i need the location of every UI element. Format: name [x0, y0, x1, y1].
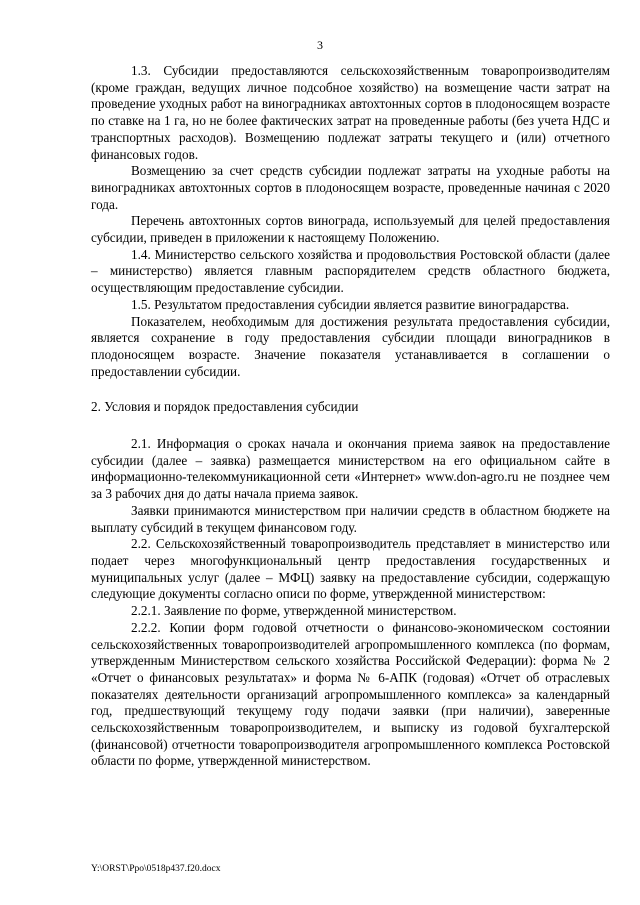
paragraph-2-1: 2.1. Информация о сроках начала и окончания приема заявок на предоставление субсидии (далее – заявка) размещается министерством на его официальном сайте в информационно-телекоммуникационной сети «Интернет» www.don-agro.ru не позднее чем за 3 рабочих дня до даты начала приема заявок.	[91, 436, 610, 502]
footer-file-path: Y:\ORST\Ppo\0518p437.f20.docx	[91, 864, 221, 874]
paragraph-1-3: 1.3. Субсидии предоставляются сельскохозяйственным товаропроизводителям (кроме граждан, ведущих личное подсобное хозяйство) на возмещение части затрат на проведение уходных работ на виноградниках автохтонных сортов в плодоносящем возрасте по ставке на 1 га, но не более фактических затрат на проведенные работы (без учета НДС и транспортных расходов). Возмещению подлежат затраты текущего и (или) отчетного финансовых годов.	[91, 63, 610, 162]
section-2-heading: 2. Условия и порядок предоставления субсидии	[91, 399, 359, 415]
page-number: 3	[317, 38, 323, 52]
paragraph-1-5: 1.5. Результатом предоставления субсидии является развитие виноградарства.	[131, 296, 570, 312]
paragraph-reimbursement: Возмещению за счет средств субсидии подлежат затраты на уходные работы на виноградниках автохтонных сортов в плодоносящем возрасте, проведенные начиная с 2020 года.	[91, 163, 610, 212]
paragraph-2-2-2: 2.2.2. Копии форм годовой отчетности о финансово-экономическом состоянии сельскохозяйственных товаропроизводителей агропромышленного комплекса (по формам, утвержденным Министерством сельского хозяйства Российской Федерации): форма № 2 «Отчет о финансовых результатах» и форма № 6-АПК (годовая) «Отчет об отраслевых показателях деятельности организаций агропромышленного комплекса» за календарный год, предшествующий текущему году подачи заявки (при наличии), заверенные сельскохозяйственным товаропроизводителем, и выписку из годовой бухгалтерской (финансовой) отчетности товаропроизводителя агропромышленного комплекса Ростовской области по форме, утвержденной министерством.	[91, 619, 610, 769]
paragraph-indicator: Показателем, необходимым для достижения результата предоставления субсидии, является сохранение в году предоставления субсидии площади виноградников в плодоносящем возрасте. Значение показателя устанавливается в соглашении о предоставлении субсидии.	[91, 313, 610, 379]
paragraph-1-4: 1.4. Министерство сельского хозяйства и продовольствия Ростовской области (далее – министерство) является главным распорядителем средств областного бюджета, осуществляющим предоставление субсидии.	[91, 246, 610, 296]
paragraph-2-2: 2.2. Сельскохозяйственный товаропроизводитель представляет в министерство или подает через многофункциональный центр предоставления государственных и муниципальных услуг (далее – МФЦ) заявку на предоставление субсидии, содержащую следующие документы согласно описи по форме, утвержденной министерством:	[91, 536, 610, 602]
paragraph-grape-varieties: Перечень автохтонных сортов винограда, используемый для целей предоставления субсидии, приведен в приложении к настоящему Положению.	[91, 213, 610, 246]
paragraph-applications: Заявки принимаются министерством при наличии средств в областном бюджете на выплату субсидий в текущем финансовом году.	[91, 502, 610, 535]
paragraph-2-2-1: 2.2.1. Заявление по форме, утвержденной министерством.	[131, 603, 457, 619]
document-body	[91, 63, 610, 770]
